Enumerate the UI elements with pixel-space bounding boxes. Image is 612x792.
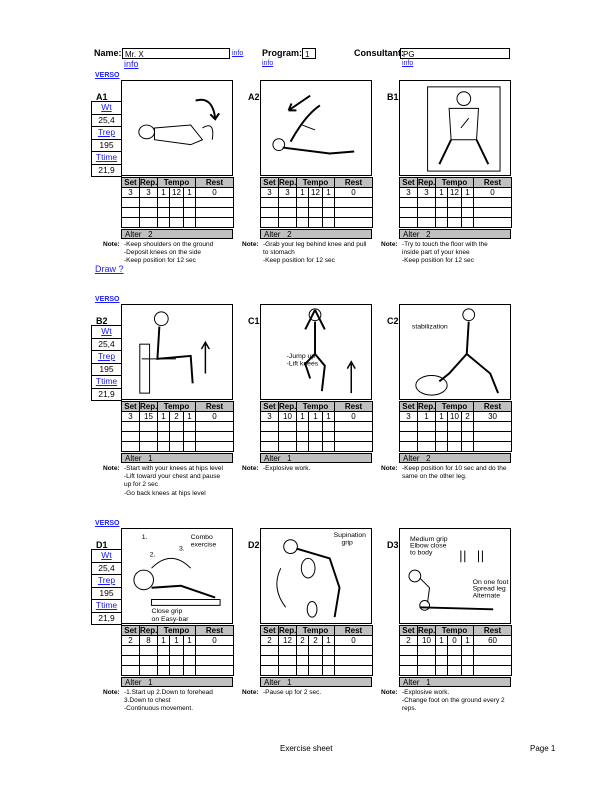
col-header-rep: Rep. — [418, 626, 436, 635]
note-line: 3.Down to chest — [124, 697, 171, 705]
empty-row — [122, 422, 234, 432]
col-header-set: Set — [122, 178, 140, 188]
exercise-code-a1: A1 — [96, 92, 108, 102]
col-header-rest: Rest — [474, 626, 512, 636]
set-table-d3 — [399, 625, 512, 676]
trep-link-d1[interactable]: Trep — [92, 575, 121, 588]
consultant-label: Consultant: — [354, 48, 404, 58]
rep-cell[interactable]: 3 — [279, 188, 297, 198]
alter-row-d3[interactable] — [399, 677, 511, 687]
illustration-caption-c1: -Lift knees — [286, 360, 319, 368]
program-info-link[interactable]: info — [262, 60, 274, 67]
tempo-cell-2[interactable]: 1 — [170, 636, 184, 646]
set-table-b1 — [399, 177, 512, 228]
col-header-rest: Rest — [196, 402, 234, 412]
tempo-cell-3[interactable]: 1 — [462, 636, 474, 646]
wt-link-b2[interactable]: Wt — [92, 326, 121, 339]
tempo-cell-2[interactable]: 12 — [170, 188, 184, 198]
note-line: -Start with your knees at hips level — [124, 465, 223, 472]
col-header-rep: Rep. — [140, 402, 158, 411]
set-table-b2 — [121, 401, 234, 452]
tempo-cell-1[interactable]: 1 — [436, 412, 448, 422]
tempo-cell-2[interactable]: 1 — [309, 412, 323, 422]
set-cell[interactable]: 3 — [261, 188, 279, 198]
name-info-link-2[interactable]: info — [124, 59, 139, 69]
col-header-rest: Rest — [196, 626, 234, 636]
tempo-cell-3[interactable]: 2 — [462, 412, 474, 422]
illustration-caption-d1: 2. — [149, 551, 156, 559]
alter-label: Alter — [125, 230, 142, 239]
rest-cell[interactable]: 30 — [474, 412, 512, 422]
rest-cell[interactable]: 0 — [196, 412, 234, 422]
note-label: Note: — [242, 465, 259, 472]
note-label: Note: — [242, 689, 259, 696]
ttime-link-a1[interactable]: Ttime — [92, 152, 121, 165]
exercise-figure-d3 — [400, 529, 510, 623]
tempo-cell-3[interactable]: 1 — [323, 412, 335, 422]
footer-page: Page 1 — [530, 744, 556, 753]
alter-value: 1 — [148, 678, 153, 687]
set-cell[interactable]: 3 — [400, 412, 418, 422]
exercise-figure-a2 — [261, 81, 371, 175]
empty-row — [261, 422, 373, 432]
exercise-figure-d2 — [261, 529, 371, 623]
trep-link-b2[interactable]: Trep — [92, 351, 121, 364]
empty-row — [261, 656, 373, 666]
set-table-c2 — [399, 401, 512, 452]
exercise-code-c1: C1 — [248, 316, 260, 326]
rep-cell[interactable]: 10 — [418, 636, 436, 646]
note-line: -Explosive work. — [402, 689, 450, 696]
name-info-link[interactable]: info — [232, 50, 244, 57]
alter-label: Alter — [403, 454, 420, 463]
tempo-cell-2[interactable]: 0 — [448, 636, 462, 646]
set-cell[interactable]: 2 — [400, 636, 418, 646]
note-text-c2 — [402, 465, 530, 481]
empty-row — [122, 646, 234, 656]
wt-value-b2: 25,4 — [92, 339, 121, 352]
alter-label: Alter — [125, 678, 142, 687]
verso-link-row1[interactable]: VERSO — [95, 72, 120, 79]
col-header-set: Set — [261, 626, 279, 636]
col-header-rest: Rest — [335, 626, 373, 636]
empty-row — [261, 432, 373, 442]
col-header-set: Set — [261, 178, 279, 188]
consultant-info-link[interactable]: info — [402, 60, 414, 67]
empty-row — [122, 218, 234, 228]
alter-value: 2 — [148, 230, 153, 239]
exercise-illustration-c1[interactable] — [260, 304, 372, 400]
program-label: Program: — [262, 48, 303, 58]
alter-value: 2 — [426, 454, 431, 463]
col-header-rep: Rep. — [279, 402, 297, 411]
rest-cell[interactable]: 0 — [196, 636, 234, 646]
note-text-a2 — [263, 241, 391, 266]
col-header-set: Set — [122, 402, 140, 412]
note-line: -Pause up for 2 sec. — [263, 689, 322, 696]
rep-cell[interactable]: 3 — [418, 188, 436, 198]
empty-row — [122, 442, 234, 452]
alter-value: 2 — [426, 230, 431, 239]
tempo-cell-1[interactable]: 1 — [158, 188, 170, 198]
verso-link-row2[interactable]: VERSO — [95, 296, 120, 303]
empty-row — [400, 198, 512, 208]
col-header-rest: Rest — [474, 402, 512, 412]
note-text-d1 — [124, 689, 252, 714]
illustration-caption-c2: stabilization — [411, 323, 448, 331]
wt-link-a1[interactable]: Wt — [92, 102, 121, 115]
set-table-d2 — [260, 625, 373, 676]
note-line: -Keep position for 12 sec — [124, 257, 196, 265]
tempo-cell-2[interactable]: 12 — [448, 188, 462, 198]
note-label: Note: — [103, 241, 120, 248]
consultant-field[interactable]: PG — [400, 48, 510, 59]
exercise-illustration-c2[interactable] — [399, 304, 511, 400]
tempo-cell-3[interactable]: 1 — [184, 412, 196, 422]
exercise-illustration-d3[interactable] — [399, 528, 511, 624]
alter-label: Alter — [403, 230, 420, 239]
col-header-tempo: Tempo — [436, 402, 474, 412]
note-label: Note: — [103, 689, 120, 696]
note-line: -Lift toward your chest and pause — [124, 473, 221, 481]
col-header-rep: Rep. — [140, 626, 158, 635]
illustration-caption-d2: Supination — [333, 531, 366, 539]
rep-cell[interactable]: 8 — [140, 636, 158, 646]
empty-row — [122, 432, 234, 442]
program-field[interactable]: 1 — [302, 48, 316, 59]
stats-panel-a1 — [91, 101, 122, 177]
illustration-caption-d1: 3. — [178, 545, 185, 553]
note-label: Note: — [103, 465, 120, 472]
set-cell[interactable]: 3 — [400, 188, 418, 198]
note-line: -Explosive work. — [263, 465, 311, 472]
tempo-cell-1[interactable]: 1 — [158, 412, 170, 422]
alter-value: 1 — [287, 678, 292, 687]
note-line: -Keep position for 12 sec — [402, 257, 474, 265]
tempo-cell-3[interactable]: 1 — [184, 636, 196, 646]
note-line: -Keep shoulders on the ground — [124, 241, 214, 248]
tempo-cell-1[interactable]: 1 — [436, 188, 448, 198]
note-text-b2 — [124, 465, 252, 498]
rep-cell[interactable]: 12 — [279, 636, 297, 646]
col-header-rep: Rep. — [418, 178, 436, 187]
empty-row — [122, 656, 234, 666]
exercise-illustration-d2[interactable] — [260, 528, 372, 624]
empty-row — [122, 208, 234, 218]
empty-row — [122, 666, 234, 676]
verso-link-row3[interactable]: VERSO — [95, 520, 120, 527]
exercise-code-a2: A2 — [248, 92, 260, 102]
alter-label: Alter — [264, 454, 281, 463]
alter-value: 2 — [287, 230, 292, 239]
col-header-tempo: Tempo — [297, 626, 335, 636]
alter-value: 1 — [287, 454, 292, 463]
rest-cell[interactable]: 0 — [335, 636, 373, 646]
illustration-caption-d3: to body — [409, 549, 433, 557]
alter-row-b2[interactable] — [121, 453, 233, 463]
ttime-link-b2[interactable]: Ttime — [92, 376, 121, 389]
set-cell[interactable]: 2 — [261, 636, 279, 646]
note-label: Note: — [381, 241, 398, 248]
col-header-set: Set — [400, 178, 418, 188]
note-line: reps. — [402, 705, 417, 713]
illustration-caption-d3: Medium grip — [409, 535, 448, 543]
alter-label: Alter — [403, 678, 420, 687]
exercise-figure-b2 — [122, 305, 232, 399]
note-text-d2 — [263, 689, 391, 697]
rep-cell[interactable]: 15 — [140, 412, 158, 422]
empty-row — [400, 422, 512, 432]
set-table-d1 — [121, 625, 234, 676]
ttime-value-d1: 21,9 — [98, 612, 115, 623]
empty-row — [400, 442, 512, 452]
tempo-cell-3[interactable]: 1 — [323, 188, 335, 198]
name-label: Name: — [94, 48, 122, 58]
exercise-code-c2: C2 — [387, 316, 399, 326]
note-text-a1 — [124, 241, 252, 266]
exercise-figure-d1 — [122, 529, 232, 623]
note-line: -Keep position for 12 sec — [263, 257, 335, 265]
col-header-tempo: Tempo — [158, 402, 196, 412]
note-line: -Grab your leg behind knee and pull — [263, 241, 367, 248]
col-header-rest: Rest — [196, 178, 234, 188]
note-label: Note: — [381, 689, 398, 696]
empty-row — [261, 218, 373, 228]
alter-label: Alter — [264, 678, 281, 687]
illustration-caption-d1: on Easy-bar — [151, 616, 189, 623]
col-header-set: Set — [400, 402, 418, 412]
illustration-caption-d1: exercise — [190, 541, 217, 549]
tempo-cell-1[interactable]: 1 — [436, 636, 448, 646]
illustration-caption-d3: On one foot — [472, 578, 509, 586]
exercise-figure-b1 — [400, 81, 510, 175]
note-line: -Continuous movement. — [124, 705, 194, 713]
draw-link[interactable]: Draw ? — [95, 264, 124, 274]
note-line: -1.Start up 2.Down to forehead — [124, 689, 213, 696]
alter-row-c1[interactable] — [260, 453, 372, 463]
exercise-figure-a1 — [122, 81, 232, 175]
note-line: inside part of your knee — [402, 249, 470, 257]
exercise-illustration-a2[interactable] — [260, 80, 372, 176]
rest-cell[interactable]: 0 — [196, 188, 234, 198]
col-header-set: Set — [122, 626, 140, 636]
rest-cell[interactable]: 0 — [335, 188, 373, 198]
ttime-value-a1: 21,9 — [98, 164, 115, 175]
col-header-tempo: Tempo — [297, 178, 335, 188]
trep-value-b2: 195 — [92, 364, 121, 377]
tempo-cell-3[interactable]: 1 — [323, 636, 335, 646]
note-text-c1 — [263, 465, 391, 473]
illustration-caption-d2: grip — [341, 539, 353, 547]
empty-row — [122, 198, 234, 208]
tempo-cell-1[interactable]: 2 — [297, 636, 309, 646]
note-line: same on the other leg. — [402, 473, 467, 481]
exercise-illustration-d1[interactable] — [121, 528, 233, 624]
stats-panel-d1 — [91, 549, 122, 625]
stats-panel-b2 — [91, 325, 122, 401]
wt-value-d1: 25,4 — [92, 563, 121, 576]
tempo-cell-1[interactable]: 1 — [297, 412, 309, 422]
note-text-d3 — [402, 689, 530, 714]
note-line: -Change foot on the ground every 2 — [402, 697, 505, 705]
col-header-tempo: Tempo — [436, 626, 474, 636]
trep-value-d1: 195 — [92, 588, 121, 601]
set-cell[interactable]: 3 — [122, 412, 140, 422]
trep-link-a1[interactable]: Trep — [92, 127, 121, 140]
exercise-illustration-b1[interactable] — [399, 80, 511, 176]
empty-row — [261, 442, 373, 452]
note-line: up for 2 sec — [124, 481, 158, 489]
tempo-cell-2[interactable]: 2 — [309, 636, 323, 646]
alter-row-d2[interactable] — [260, 677, 372, 687]
col-header-tempo: Tempo — [158, 626, 196, 636]
rep-cell[interactable]: 1 — [418, 412, 436, 422]
note-line: -Keep position for 10 sec and do the — [402, 465, 507, 472]
col-header-rep: Rep. — [140, 178, 158, 187]
alter-row-a1[interactable] — [121, 229, 233, 239]
empty-row — [400, 666, 512, 676]
col-header-tempo: Tempo — [158, 178, 196, 188]
col-header-rest: Rest — [335, 402, 373, 412]
tempo-cell-2[interactable]: 10 — [448, 412, 462, 422]
empty-row — [261, 198, 373, 208]
note-label: Note: — [242, 241, 259, 248]
ttime-value-b2: 21,9 — [98, 388, 115, 399]
footer-title: Exercise sheet — [280, 744, 333, 753]
col-header-rep: Rep. — [279, 626, 297, 635]
empty-row — [400, 646, 512, 656]
exercise-code-d1: D1 — [96, 540, 108, 550]
exercise-code-d3: D3 — [387, 540, 399, 550]
alter-label: Alter — [125, 454, 142, 463]
note-line: to stomach — [263, 249, 295, 257]
tempo-cell-3[interactable]: 1 — [462, 188, 474, 198]
rest-cell[interactable]: 0 — [474, 188, 512, 198]
alter-value: 1 — [426, 678, 431, 687]
col-header-rep: Rep. — [418, 402, 436, 411]
exercise-figure-c1 — [261, 305, 371, 399]
rest-cell[interactable]: 60 — [474, 636, 512, 646]
empty-row — [400, 208, 512, 218]
wt-value-a1: 25,4 — [92, 115, 121, 128]
col-header-tempo: Tempo — [297, 402, 335, 412]
illustration-caption-d1: 1. — [141, 533, 148, 541]
alter-value: 1 — [148, 454, 153, 463]
alter-row-b1[interactable] — [399, 229, 511, 239]
rep-cell[interactable]: 10 — [279, 412, 297, 422]
note-line: -Deposit knees on the side — [124, 249, 201, 257]
rep-cell[interactable]: 3 — [140, 188, 158, 198]
alter-label: Alter — [264, 230, 281, 239]
exercise-code-b2: B2 — [96, 316, 108, 326]
tempo-cell-1[interactable]: 1 — [297, 188, 309, 198]
empty-row — [261, 666, 373, 676]
illustration-caption-d3: Alternate — [472, 592, 501, 600]
illustration-caption-d1: Combo — [190, 533, 213, 541]
set-table-a2 — [260, 177, 373, 228]
empty-row — [400, 432, 512, 442]
set-cell[interactable]: 2 — [122, 636, 140, 646]
empty-row — [400, 218, 512, 228]
tempo-cell-1[interactable]: 1 — [158, 636, 170, 646]
empty-row — [261, 646, 373, 656]
col-header-tempo: Tempo — [436, 178, 474, 188]
rest-cell[interactable]: 0 — [335, 412, 373, 422]
exercise-code-b1: B1 — [387, 92, 399, 102]
tempo-cell-3[interactable]: 1 — [184, 188, 196, 198]
col-header-rest: Rest — [474, 178, 512, 188]
trep-value-a1: 195 — [92, 140, 121, 153]
exercise-figure-c2 — [400, 305, 510, 399]
set-cell[interactable]: 3 — [122, 188, 140, 198]
name-field[interactable]: Mr. X — [122, 48, 230, 59]
col-header-set: Set — [400, 626, 418, 636]
note-label: Note: — [381, 465, 398, 472]
alter-row-d1[interactable] — [121, 677, 233, 687]
note-text-b1 — [402, 241, 530, 266]
illustration-caption-d3: Elbow close — [409, 542, 447, 550]
tempo-cell-2[interactable]: 12 — [309, 188, 323, 198]
set-table-c1 — [260, 401, 373, 452]
illustration-caption-d3: Spread leg — [472, 585, 506, 593]
set-cell[interactable]: 3 — [261, 412, 279, 422]
exercise-illustration-b2[interactable] — [121, 304, 233, 400]
note-line: -Go back knees at hips level — [124, 489, 206, 497]
col-header-rep: Rep. — [279, 178, 297, 187]
alter-row-a2[interactable] — [260, 229, 372, 239]
set-table-a1 — [121, 177, 234, 228]
empty-row — [261, 208, 373, 218]
exercise-illustration-a1[interactable] — [121, 80, 233, 176]
illustration-caption-c1: -Jump up — [286, 352, 316, 360]
tempo-cell-2[interactable]: 2 — [170, 412, 184, 422]
wt-link-d1[interactable]: Wt — [92, 550, 121, 563]
col-header-set: Set — [261, 402, 279, 412]
illustration-caption-d1: Close grip — [151, 608, 183, 616]
note-line: -Try to touch the floor with the — [402, 241, 488, 248]
ttime-link-d1[interactable]: Ttime — [92, 600, 121, 613]
empty-row — [400, 656, 512, 666]
alter-row-c2[interactable] — [399, 453, 511, 463]
exercise-code-d2: D2 — [248, 540, 260, 550]
col-header-rest: Rest — [335, 178, 373, 188]
